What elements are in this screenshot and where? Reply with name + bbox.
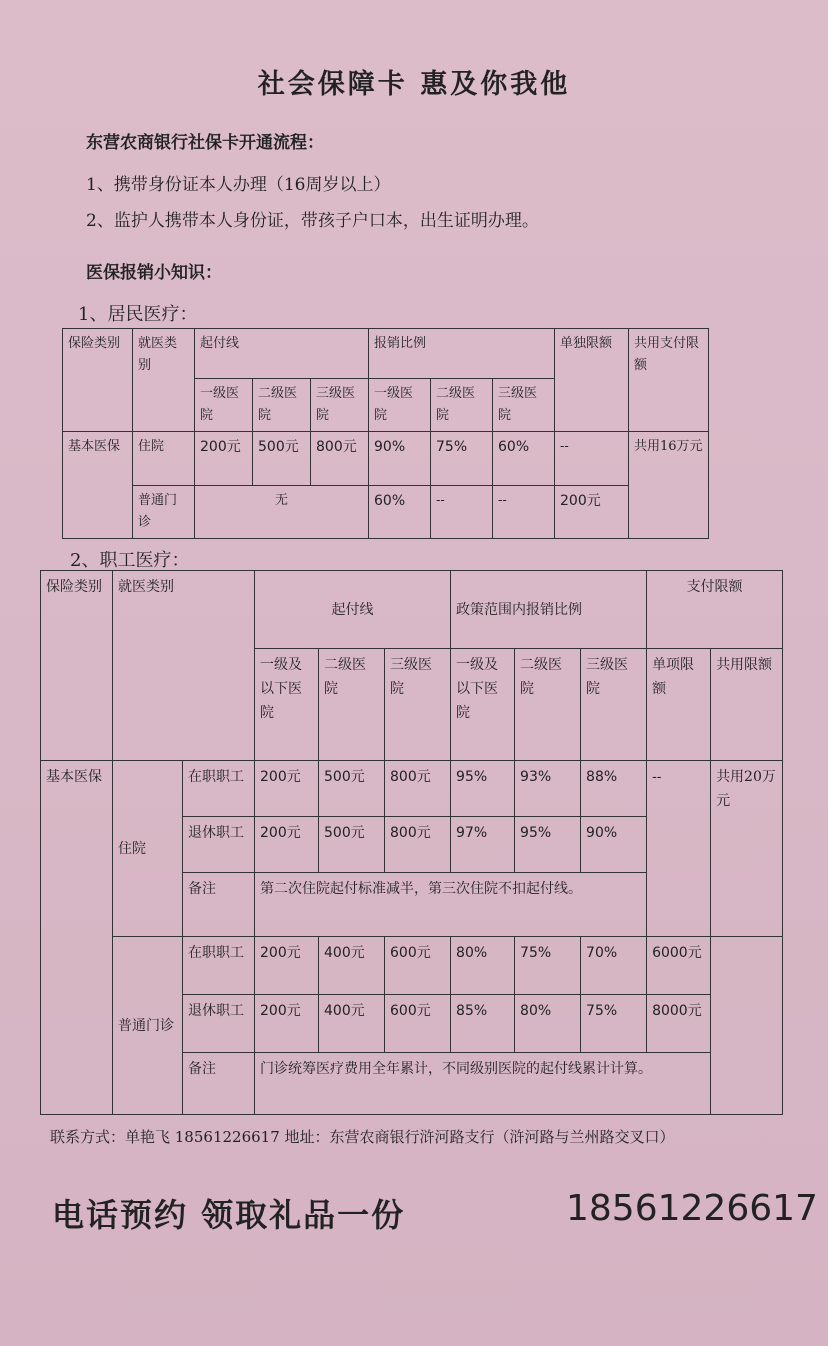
cell-value: 75%	[581, 995, 647, 1053]
active-employee-label: 在职职工	[183, 937, 255, 995]
cell-value: 80%	[451, 937, 515, 995]
visit-inpatient: 住院	[113, 761, 183, 937]
ratio-value: --	[493, 486, 555, 539]
ratio-value: 60%	[369, 486, 431, 539]
deductible-value: 200元	[195, 432, 253, 486]
cell-value: 200元	[255, 761, 319, 817]
cell-value: 95%	[515, 817, 581, 873]
header-level-3: 三级医院	[311, 379, 369, 432]
cell-value: 97%	[451, 817, 515, 873]
note-label: 备注	[183, 1053, 255, 1115]
header-ratio-level-2: 二级医院	[515, 649, 581, 761]
header-ratio: 政策范围内报销比例	[451, 571, 647, 649]
process-heading: 东营农商银行社保卡开通流程：	[86, 133, 324, 153]
header-ratio: 报销比例	[369, 329, 555, 379]
header-ratio-level-3: 三级医院	[581, 649, 647, 761]
cell-value: 800元	[385, 817, 451, 873]
header-shared-limit: 共用支付限额	[629, 329, 709, 432]
ratio-value: 75%	[431, 432, 493, 486]
retired-employee-label: 退休职工	[183, 995, 255, 1053]
shared-limit-value: 共用20万元	[711, 761, 783, 937]
single-limit-value: 200元	[555, 486, 629, 539]
cell-value: 500元	[319, 817, 385, 873]
header-ratio-level-1: 一级医院	[369, 379, 431, 432]
cell-value: 500元	[319, 761, 385, 817]
cell-value: 400元	[319, 995, 385, 1053]
ratio-value: 90%	[369, 432, 431, 486]
header-visit: 就医类别	[113, 571, 255, 761]
phone-number: 18561226617	[566, 1188, 818, 1229]
header-shared-limit: 共用限额	[711, 649, 783, 761]
header-insurance: 保险类别	[63, 329, 133, 432]
deductible-value: 500元	[253, 432, 311, 486]
cell-value: 200元	[255, 937, 319, 995]
header-visit: 就医类别	[133, 329, 195, 432]
header-level-1: 一级医院	[195, 379, 253, 432]
cell-value: 200元	[255, 995, 319, 1053]
cell-value: 90%	[581, 817, 647, 873]
cell-value: 80%	[515, 995, 581, 1053]
single-limit-value: 8000元	[647, 995, 711, 1053]
header-deductible: 起付线	[255, 571, 451, 649]
insurance-type: 基本医保	[63, 432, 133, 539]
shared-limit-value: 共用16万元	[629, 432, 709, 539]
visit-inpatient: 住院	[133, 432, 195, 486]
retired-employee-label: 退休职工	[183, 817, 255, 873]
cell-value: 400元	[319, 937, 385, 995]
visit-outpatient: 普通门诊	[113, 937, 183, 1115]
contact-info: 联系方式：单艳飞 18561226617 地址：东营农商银行浒河路支行（浒河路与兰州路交叉口）	[50, 1128, 675, 1146]
cell-value: 95%	[451, 761, 515, 817]
single-limit-value: --	[555, 432, 629, 486]
header-single-limit: 单项限额	[647, 649, 711, 761]
shared-limit-empty	[711, 937, 783, 1115]
cell-value: 75%	[515, 937, 581, 995]
outpatient-note: 门诊统筹医疗费用全年累计，不同级别医院的起付线累计计算。	[255, 1053, 711, 1115]
header-level-1: 一级及以下医院	[255, 649, 319, 761]
cell-value: 93%	[515, 761, 581, 817]
cell-value: 85%	[451, 995, 515, 1053]
insurance-type: 基本医保	[41, 761, 113, 1115]
header-single-limit: 单独限额	[555, 329, 629, 432]
cell-value: 800元	[385, 761, 451, 817]
slogan: 电话预约 领取礼品一份	[52, 1196, 406, 1234]
employee-medical-table	[40, 570, 783, 1115]
page-title: 社会保障卡 惠及你我他	[257, 69, 571, 100]
knowledge-heading: 医保报销小知识：	[86, 263, 222, 283]
single-limit-value: 6000元	[647, 937, 711, 995]
header-deductible: 起付线	[195, 329, 369, 379]
header-payment-limit: 支付限额	[647, 571, 783, 649]
header-ratio-level-2: 二级医院	[431, 379, 493, 432]
section1-heading: 1、居民医疗：	[78, 304, 198, 325]
visit-outpatient: 普通门诊	[133, 486, 195, 539]
resident-medical-table	[62, 328, 709, 539]
inpatient-note: 第二次住院起付标准减半，第三次住院不扣起付线。	[255, 873, 647, 937]
cell-value: 200元	[255, 817, 319, 873]
ratio-value: 60%	[493, 432, 555, 486]
cell-value: 70%	[581, 937, 647, 995]
header-insurance: 保险类别	[41, 571, 113, 761]
active-employee-label: 在职职工	[183, 761, 255, 817]
section2-heading: 2、职工医疗：	[70, 550, 190, 571]
single-limit-value: --	[647, 761, 711, 937]
cell-value: 88%	[581, 761, 647, 817]
header-ratio-level-1: 一级及以下医院	[451, 649, 515, 761]
header-level-2: 二级医院	[253, 379, 311, 432]
deductible-value: 800元	[311, 432, 369, 486]
outpatient-deductible: 无	[195, 486, 369, 539]
header-ratio-level-3: 三级医院	[493, 379, 555, 432]
header-level-2: 二级医院	[319, 649, 385, 761]
step-2: 2、监护人携带本人身份证，带孩子户口本，出生证明办理。	[86, 211, 539, 231]
step-1: 1、携带身份证本人办理（16周岁以上）	[86, 175, 391, 195]
note-label: 备注	[183, 873, 255, 937]
header-level-3: 三级医院	[385, 649, 451, 761]
ratio-value: --	[431, 486, 493, 539]
cell-value: 600元	[385, 937, 451, 995]
cell-value: 600元	[385, 995, 451, 1053]
